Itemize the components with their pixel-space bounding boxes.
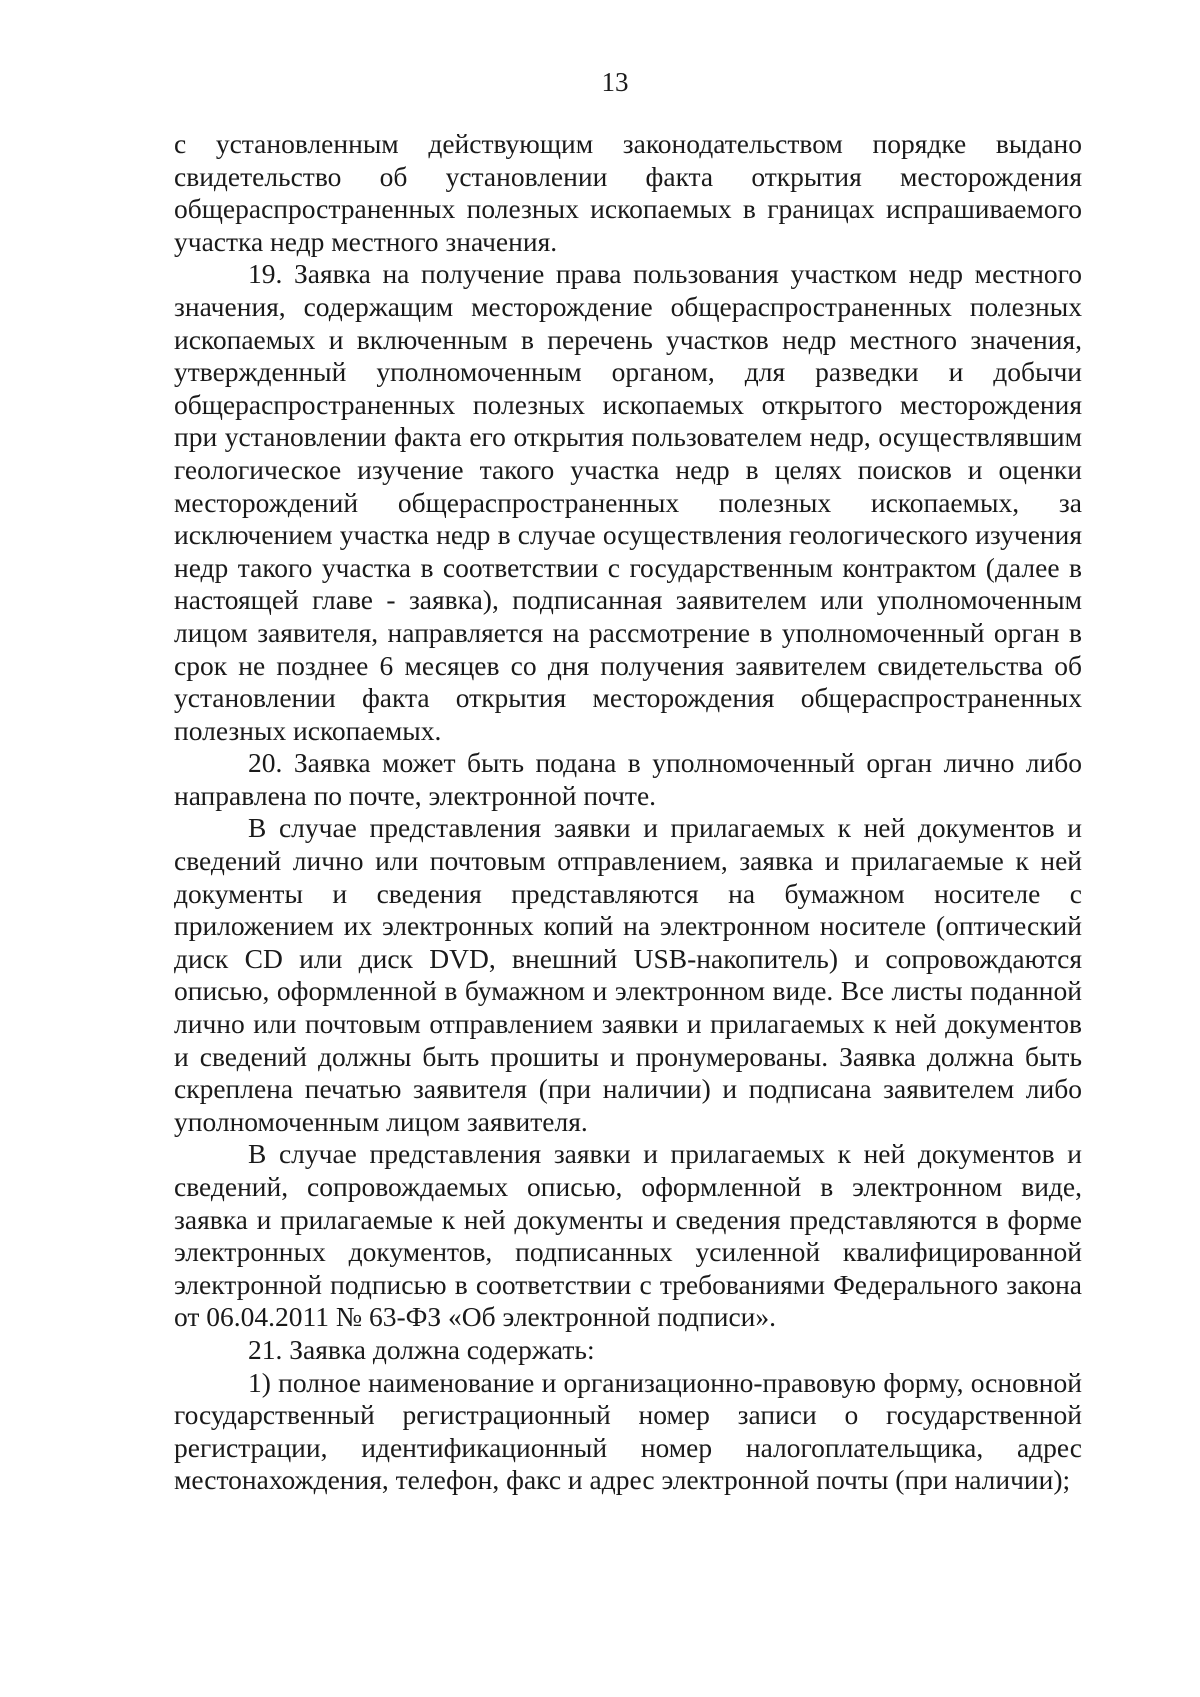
paragraph-electronic-submission: В случае представления заявки и прилагаемых к ней документов и сведений, сопровождаемых описью, оформленной в электронном виде, заявка и прилагаемые к ней документы и сведения представляются в форме электронных документов, подписанных усиленной квалифицированной электронной подписью в соответствии с требованиями Федерального закона от 06.04.2011 № 63-ФЗ «Об электронной подписи». bbox=[174, 1138, 1082, 1333]
paragraph-paper-submission: В случае представления заявки и прилагаемых к ней документов и сведений лично или почтовым отправлением, заявка и прилагаемые к ней документы и сведения представляются на бумажном носителе с приложением их электронных копий на электронном носителе (оптический диск CD или диск DVD, внешний USB-накопитель) и сопровождаются описью, оформленной в бумажном и электронном виде. Все листы поданной лично или почтовым отправлением заявки и прилагаемых к ней документов и сведений должны быть прошиты и пронумерованы. Заявка должна быть скреплена печатью заявителя (при наличии) и подписана заявителем либо уполномоченным лицом заявителя. bbox=[174, 812, 1082, 1137]
paragraph-item-21: 21. Заявка должна содержать: bbox=[248, 1333, 595, 1365]
paragraph-item-19: 19. Заявка на получение права пользования участком недр местного значения, содержащим месторождение общераспространенных полезных ископаемых и включенным в перечень участков недр местного значения, утвержденный уполномоченным органом, для разведки и добычи общераспространенных полезных ископаемых открытого месторождения при установлении факта его открытия пользователем недр, осуществлявшим геологическое изучение такого участка недр в целях поисков и оценки месторождений общераспространенных полезных ископаемых, за исключением участка недр в случае осуществления геологического изучения недр такого участка в соответствии с государственным контрактом (далее в настоящей главе - заявка), подписанная заявителем или уполномоченным лицом заявителя, направляется на рассмотрение в уполномоченный орган в срок не позднее 6 месяцев со дня получения заявителем свидетельства об установлении факта открытия месторождения общераспространенных полезных ископаемых. bbox=[174, 258, 1082, 746]
paragraph-subitem-1: 1) полное наименование и организационно-правовую форму, основной государственный регистрационный номер записи о государственной регистрации, идентификационный номер налогоплательщика, адрес местонахождения, телефон, факс и адрес электронной почты (при наличии); bbox=[174, 1366, 1082, 1496]
paragraph-continuation: с установленным действующим законодательством порядке выдано свидетельство об установлении факта открытия месторождения общераспространенных полезных ископаемых в границах испрашиваемого участка недр местного значения. bbox=[174, 128, 1082, 257]
page-number: 13 bbox=[601, 67, 629, 97]
document-body bbox=[174, 128, 1082, 1497]
paragraph-item-20: 20. Заявка может быть подана в уполномоченный орган лично либо направлена по почте, электронной почте. bbox=[174, 747, 1082, 811]
